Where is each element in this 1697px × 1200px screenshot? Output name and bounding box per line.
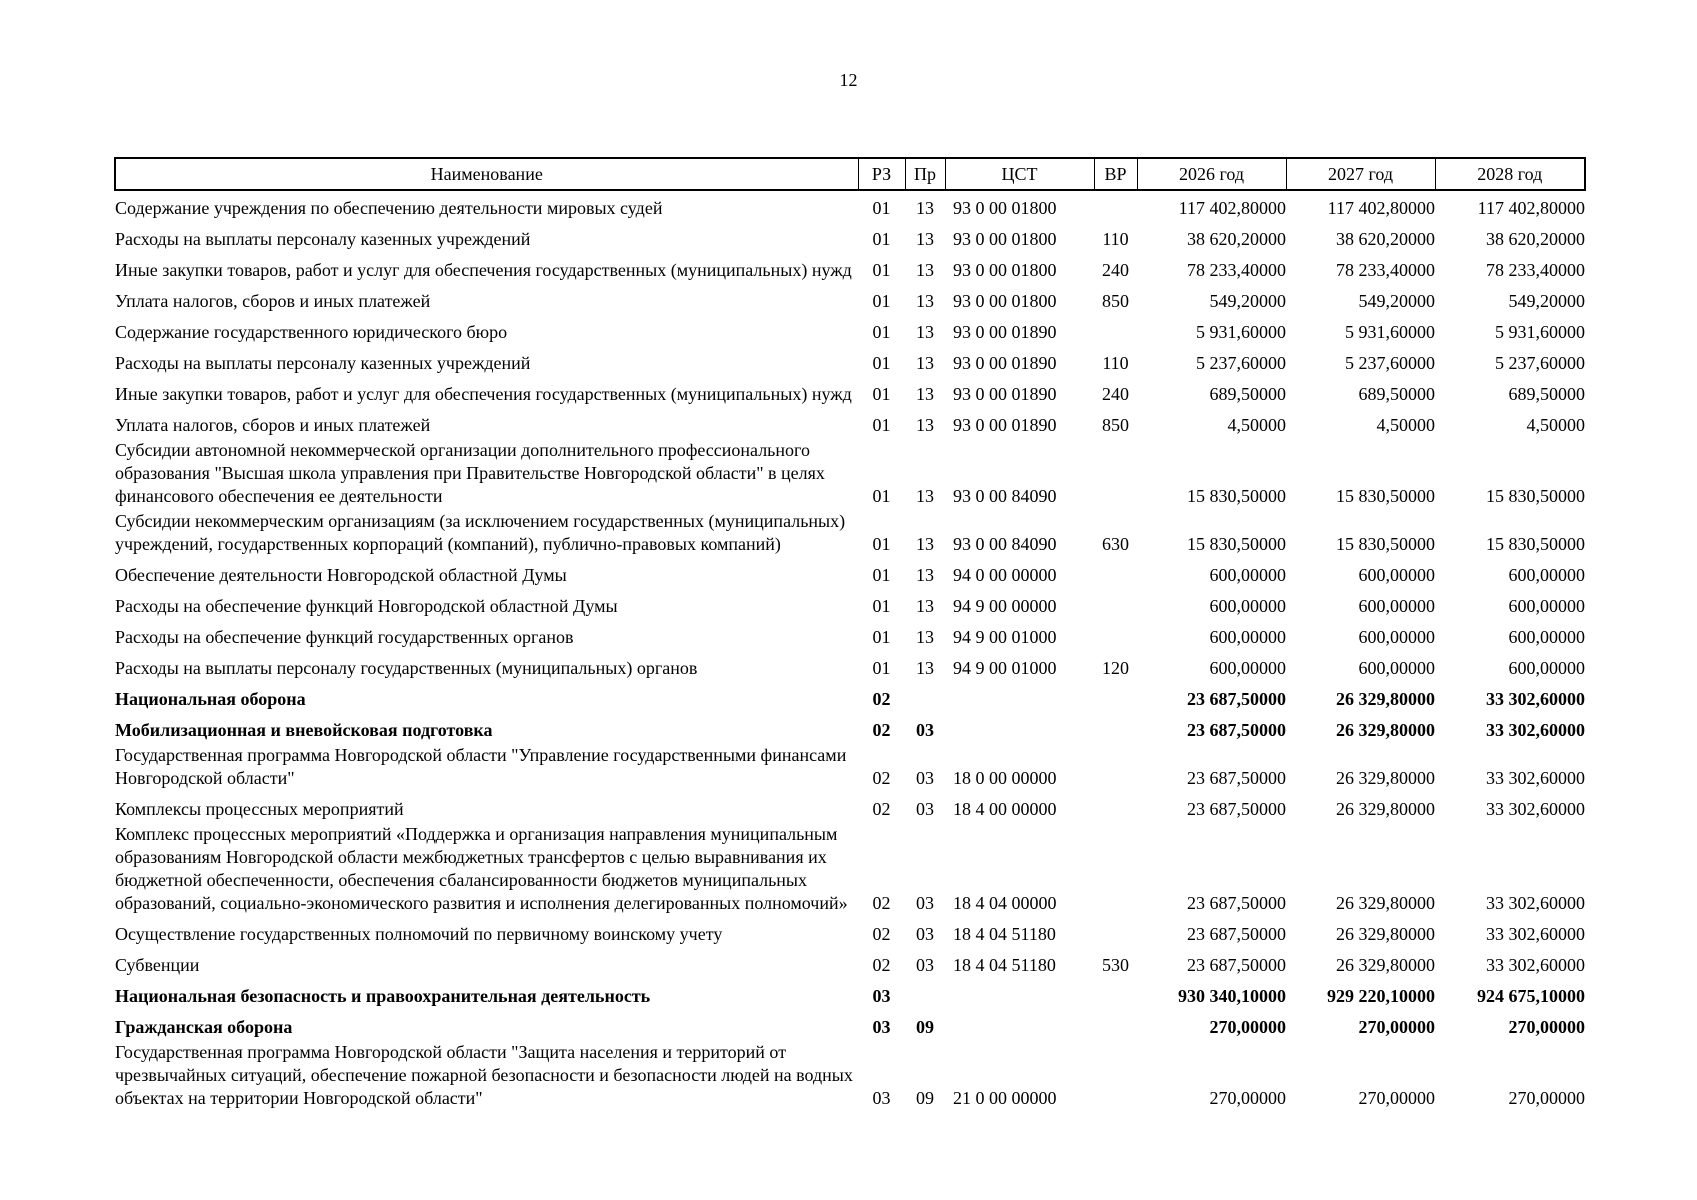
cell-2028: 5 931,60000 [1495,322,1585,342]
cell-2028: 600,00000 [1508,627,1585,647]
cell-vr: 240 [1102,384,1129,404]
table-row [115,346,1585,377]
cell-cst: 93 0 00 01890 [953,415,1057,435]
cell-vr: 120 [1102,658,1129,678]
cell-rz: 03 [872,986,891,1006]
cell-2027: 26 329,80000 [1336,955,1435,975]
cell-2027: 600,00000 [1358,565,1435,585]
cell-2027: 5 237,60000 [1345,353,1435,373]
cell-2028: 270,00000 [1508,1088,1585,1108]
header-pr: Пр [905,158,945,190]
table-row [115,1010,1585,1041]
cell-pr: 13 [916,658,934,678]
cell-cst: 93 0 00 01890 [953,353,1057,373]
cell-2028: 600,00000 [1508,658,1585,678]
cell-name: Комплексы процессных мероприятий [115,799,404,819]
cell-rz: 02 [872,689,891,709]
cell-2028: 600,00000 [1508,596,1585,616]
cell-name: Комплекс процессных мероприятий «Поддержка и организация направления муниципальным образованиям Новгородской области межбюджетных трансфертов с целью выравнивания их бюджетной обеспеченности, обеспечения сбалансированности бюджетов муниципальных образований, социально-экономического развития и исполнения делегированных полномочий» [115,824,848,913]
cell-2028: 33 302,60000 [1486,689,1585,709]
cell-2028: 15 830,50000 [1486,534,1585,554]
cell-name: Национальная безопасность и правоохранительная деятельность [115,986,651,1006]
cell-name: Государственная программа Новгородской области "Защита населения и территорий от чрезвычайных ситуаций, обеспечение пожарной безопасности и безопасности людей на водных объектах на территории Новгородской области" [115,1042,853,1108]
cell-vr [1094,1041,1137,1112]
cell-vr [1094,439,1137,510]
table-row [115,510,1585,558]
cell-vr [1094,190,1137,222]
header-2028: 2028 год [1435,158,1585,190]
cell-name: Уплата налогов, сборов и иных платежей [115,291,431,311]
cell-2028: 5 237,60000 [1495,353,1585,373]
cell-2028: 33 302,60000 [1486,768,1585,788]
cell-pr [905,682,945,713]
cell-cst: 93 0 00 84090 [953,534,1057,554]
cell-2027: 26 329,80000 [1336,720,1435,740]
cell-cst: 94 0 00 00000 [953,565,1057,585]
cell-2026: 549,20000 [1209,291,1286,311]
cell-pr: 13 [916,322,934,342]
cell-vr [1094,558,1137,589]
cell-vr [1094,823,1137,917]
cell-2026: 15 830,50000 [1187,486,1286,506]
cell-pr: 13 [916,534,934,554]
table-row [115,222,1585,253]
cell-rz: 01 [872,486,891,506]
cell-2026: 23 687,50000 [1187,720,1286,740]
cell-vr [1094,792,1137,823]
cell-pr: 09 [916,1088,934,1108]
cell-name: Гражданская оборона [115,1017,293,1037]
cell-cst: 93 0 00 01800 [953,291,1057,311]
cell-cst: 94 9 00 01000 [953,627,1057,647]
cell-2026: 23 687,50000 [1187,689,1286,709]
cell-pr: 03 [916,924,934,944]
cell-2028: 270,00000 [1508,1017,1585,1037]
header-2026: 2026 год [1137,158,1286,190]
cell-rz: 02 [872,893,891,913]
cell-2028: 33 302,60000 [1486,893,1585,913]
cell-cst [945,1010,1094,1041]
table-row [115,948,1585,979]
cell-vr: 850 [1102,291,1129,311]
cell-rz: 01 [872,658,891,678]
cell-rz: 01 [872,384,891,404]
cell-cst: 18 4 00 00000 [953,799,1057,819]
cell-cst: 93 0 00 01800 [953,229,1057,249]
cell-2026: 23 687,50000 [1187,768,1286,788]
cell-pr: 03 [916,955,934,975]
cell-vr [1094,315,1137,346]
cell-2028: 600,00000 [1508,565,1585,585]
page-number: 12 [839,70,858,90]
cell-2027: 929 220,10000 [1327,986,1435,1006]
cell-rz: 01 [872,229,891,249]
cell-rz: 01 [872,353,891,373]
cell-2028: 38 620,20000 [1486,229,1585,249]
cell-vr [1094,713,1137,744]
cell-2028: 33 302,60000 [1486,924,1585,944]
cell-2028: 924 675,10000 [1477,986,1585,1006]
table-row [115,651,1585,682]
cell-pr: 13 [916,596,934,616]
cell-cst: 18 0 00 00000 [953,768,1057,788]
cell-2028: 33 302,60000 [1486,799,1585,819]
cell-2027: 26 329,80000 [1336,799,1435,819]
cell-cst [945,979,1094,1010]
cell-vr [1094,1010,1137,1041]
cell-2026: 23 687,50000 [1187,893,1286,913]
table-row [115,377,1585,408]
table-row [115,408,1585,439]
cell-pr: 13 [916,260,934,280]
cell-name: Субсидии автономной некоммерческой организации дополнительного профессионального образования "Высшая школа управления при Правительстве Новгородской области" в целях финансового обеспечения ее деятельности [115,440,825,506]
cell-vr [1094,917,1137,948]
cell-vr: 240 [1102,260,1129,280]
cell-rz: 01 [872,322,891,342]
cell-2026: 600,00000 [1209,627,1286,647]
table-row [115,620,1585,651]
cell-vr: 110 [1102,353,1129,373]
cell-pr: 13 [916,486,934,506]
cell-2026: 5 931,60000 [1196,322,1286,342]
table-row [115,253,1585,284]
cell-name: Осуществление государственных полномочий по первичному воинскому учету [115,924,723,944]
cell-2027: 270,00000 [1358,1088,1435,1108]
cell-rz: 01 [872,534,891,554]
table-row [115,315,1585,346]
cell-2027: 600,00000 [1358,627,1435,647]
cell-name: Иные закупки товаров, работ и услуг для обеспечения государственных (муниципальных) нужд [115,384,852,404]
cell-2026: 78 233,40000 [1187,260,1286,280]
cell-rz: 01 [872,260,891,280]
cell-rz: 01 [872,627,891,647]
cell-2028: 4,50000 [1526,415,1585,435]
cell-cst [945,713,1094,744]
table-row [115,284,1585,315]
table-row [115,1041,1585,1112]
cell-rz: 02 [872,720,891,740]
cell-rz: 02 [872,924,891,944]
cell-pr: 13 [916,627,934,647]
cell-2027: 600,00000 [1358,658,1435,678]
cell-name: Расходы на выплаты персоналу казенных учреждений [115,353,531,373]
table-row [115,190,1585,222]
cell-2027: 38 620,20000 [1336,229,1435,249]
cell-vr [1094,682,1137,713]
cell-cst: 93 0 00 01800 [953,260,1057,280]
cell-vr: 110 [1102,229,1129,249]
cell-2027: 15 830,50000 [1336,486,1435,506]
cell-name: Мобилизационная и вневойсковая подготовка [115,720,493,740]
cell-rz: 01 [872,596,891,616]
cell-pr: 13 [916,291,934,311]
cell-rz: 02 [872,768,891,788]
table-row [115,979,1585,1010]
cell-vr: 850 [1102,415,1129,435]
header-2027: 2027 год [1286,158,1435,190]
cell-2026: 600,00000 [1209,658,1286,678]
cell-2026: 930 340,10000 [1178,986,1286,1006]
cell-name: Субвенции [115,955,200,975]
cell-2026: 23 687,50000 [1187,955,1286,975]
cell-pr: 09 [916,1017,934,1037]
budget-table [114,157,1586,1112]
cell-pr: 03 [916,893,934,913]
cell-name: Расходы на выплаты персоналу государственных (муниципальных) органов [115,658,698,678]
cell-cst: 93 0 00 84090 [953,486,1057,506]
cell-name: Государственная программа Новгородской области "Управление государственными финансами Новгородской области" [115,745,847,788]
cell-cst [945,682,1094,713]
cell-2026: 117 402,80000 [1178,198,1286,218]
cell-2027: 78 233,40000 [1336,260,1435,280]
table-row [115,682,1585,713]
table-row [115,439,1585,510]
cell-name: Содержание учреждения по обеспечению деятельности мировых судей [115,198,663,218]
cell-2027: 15 830,50000 [1336,534,1435,554]
cell-2027: 5 931,60000 [1345,322,1435,342]
header-rz: РЗ [858,158,905,190]
cell-cst: 94 9 00 01000 [953,658,1057,678]
cell-cst: 18 4 04 00000 [953,893,1057,913]
cell-2026: 4,50000 [1227,415,1286,435]
cell-name: Расходы на обеспечение функций Новгородской областной Думы [115,596,618,616]
cell-vr: 530 [1102,955,1129,975]
cell-pr: 13 [916,384,934,404]
cell-cst: 93 0 00 01800 [953,198,1057,218]
table-header-row [115,158,1585,190]
cell-name: Обеспечение деятельности Новгородской областной Думы [115,565,567,585]
cell-name: Содержание государственного юридического бюро [115,322,508,342]
cell-cst: 21 0 00 00000 [953,1088,1057,1108]
cell-2028: 78 233,40000 [1486,260,1585,280]
cell-rz: 01 [872,415,891,435]
cell-2028: 33 302,60000 [1486,955,1585,975]
cell-2028: 549,20000 [1508,291,1585,311]
cell-pr: 13 [916,565,934,585]
cell-2028: 689,50000 [1508,384,1585,404]
cell-name: Расходы на выплаты персоналу казенных учреждений [115,229,531,249]
cell-vr [1094,589,1137,620]
cell-2026: 600,00000 [1209,596,1286,616]
cell-name: Субсидии некоммерческим организациям (за исключением государственных (муниципальных) учреждений, государственных корпораций (компаний), публично-правовых компаний) [115,511,846,554]
cell-cst: 18 4 04 51180 [953,924,1056,944]
cell-2026: 600,00000 [1209,565,1286,585]
cell-cst: 94 9 00 00000 [953,596,1057,616]
cell-rz: 02 [872,799,891,819]
cell-2027: 549,20000 [1358,291,1435,311]
cell-2027: 270,00000 [1358,1017,1435,1037]
cell-pr: 03 [916,720,934,740]
cell-2026: 23 687,50000 [1187,924,1286,944]
cell-2027: 600,00000 [1358,596,1435,616]
cell-pr: 03 [916,799,934,819]
table-row [115,792,1585,823]
cell-2028: 117 402,80000 [1477,198,1585,218]
cell-2026: 270,00000 [1209,1017,1286,1037]
cell-pr: 13 [916,353,934,373]
table-row [115,589,1585,620]
cell-2027: 4,50000 [1376,415,1435,435]
cell-rz: 02 [872,955,891,975]
table-row [115,744,1585,792]
cell-2026: 5 237,60000 [1196,353,1286,373]
cell-rz: 01 [872,198,891,218]
cell-2026: 270,00000 [1209,1088,1286,1108]
cell-vr [1094,744,1137,792]
table-body [115,190,1585,1112]
cell-2027: 26 329,80000 [1336,768,1435,788]
cell-name: Расходы на обеспечение функций государственных органов [115,627,574,647]
cell-2026: 15 830,50000 [1187,534,1286,554]
cell-cst: 18 4 04 51180 [953,955,1056,975]
table-row [115,558,1585,589]
cell-name: Национальная оборона [115,689,306,709]
cell-2027: 117 402,80000 [1327,198,1435,218]
cell-pr: 13 [916,415,934,435]
cell-vr [1094,620,1137,651]
cell-pr [905,979,945,1010]
cell-2028: 15 830,50000 [1486,486,1585,506]
cell-cst: 93 0 00 01890 [953,322,1057,342]
cell-2028: 33 302,60000 [1486,720,1585,740]
header-vr: ВР [1094,158,1137,190]
cell-pr: 03 [916,768,934,788]
header-name: Наименование [115,158,858,190]
cell-vr: 630 [1102,534,1129,554]
cell-rz: 03 [872,1017,891,1037]
cell-rz: 01 [872,291,891,311]
header-cst: ЦСТ [945,158,1094,190]
table-row [115,713,1585,744]
cell-vr [1094,979,1137,1010]
cell-pr: 13 [916,229,934,249]
cell-2027: 26 329,80000 [1336,924,1435,944]
cell-2027: 26 329,80000 [1336,893,1435,913]
cell-rz: 03 [872,1088,891,1108]
cell-cst: 93 0 00 01890 [953,384,1057,404]
cell-2027: 689,50000 [1358,384,1435,404]
cell-name: Иные закупки товаров, работ и услуг для обеспечения государственных (муниципальных) нужд [115,260,852,280]
cell-2026: 689,50000 [1209,384,1286,404]
table-row [115,823,1585,917]
cell-pr: 13 [916,198,934,218]
cell-2026: 23 687,50000 [1187,799,1286,819]
cell-2026: 38 620,20000 [1187,229,1286,249]
cell-2027: 26 329,80000 [1336,689,1435,709]
table-row [115,917,1585,948]
cell-name: Уплата налогов, сборов и иных платежей [115,415,431,435]
cell-rz: 01 [872,565,891,585]
